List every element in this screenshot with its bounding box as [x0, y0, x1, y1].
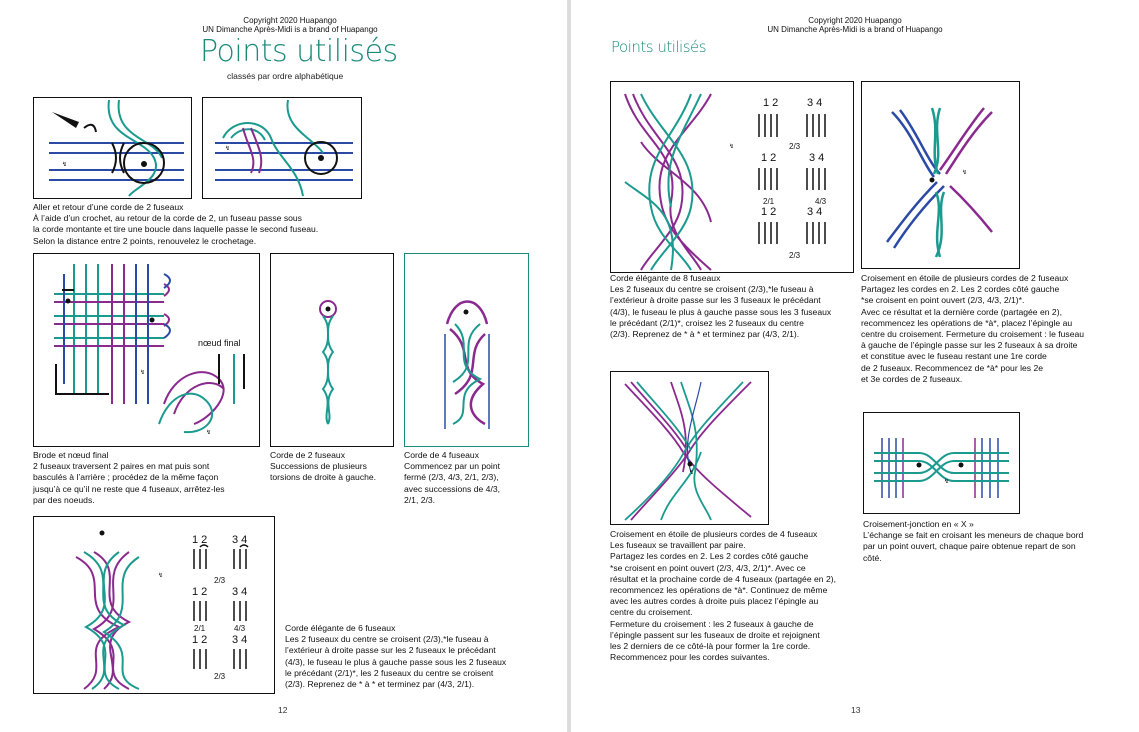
caption-etoile-4-line: avec les autres cordes à droite puis placez l’épingle au: [610, 596, 819, 607]
diagram-etoile-2: [861, 81, 1020, 269]
caption-corde-8-heading: Corde élégante de 8 fuseaux: [610, 273, 721, 283]
caption-etoile-2-line: centre du croisement. Fermeture du croisement : le fuseau: [861, 329, 1085, 340]
copyright-header-right: [725, 16, 985, 34]
caption-corde-8: [610, 273, 855, 340]
caption-corde-6-line: (2/3). Reprenez de * à * et terminez par (4/3, 2/1).: [285, 679, 475, 690]
c6-num-top-right: 3 4: [232, 534, 248, 546]
c8-num-bot-left: 1 2: [761, 206, 777, 218]
copyright-line1: Copyright 2020 Huapango: [243, 16, 337, 25]
page-number-right: 13: [851, 705, 861, 715]
caption-etoile-4-heading: Croisement en étoile de plusieurs cordes de 4 fuseaux: [610, 529, 818, 539]
diagram-etoile-4: [610, 371, 769, 525]
caption-corde-8-line: l’extérieur à droite passe sur les 3 fuseaux le précédant: [610, 295, 821, 306]
c6-mark-3: 2/3: [214, 672, 226, 681]
c8-num-mid-left: 1 2: [761, 152, 777, 164]
caption-jonction-heading: Croisement-jonction en « X »: [863, 519, 974, 529]
caption-corde-4: [404, 450, 534, 506]
c8-mark-3: 2/3: [789, 251, 801, 260]
caption-jonction: [863, 519, 1128, 564]
caption-etoile-4-line: recommencez les opérations de *à*. Continuez de même: [610, 585, 828, 596]
caption-corde-2-heading: Corde de 2 fuseaux: [270, 450, 346, 460]
caption-etoile-4: [610, 529, 860, 663]
caption-etoile-4-line: les 2 derniers de ce côté-là pour former la 1re corde.: [610, 641, 811, 652]
c8-mark-2-left: 2/1: [763, 197, 775, 206]
copyright-line2: UN Dimanche Après-Midi is a brand of Huapango: [767, 25, 943, 34]
caption-corde-6: [285, 623, 555, 690]
caption-corde-8-line: (4/3), le fuseau le plus à gauche passe sous les 3 fuseaux: [610, 306, 832, 317]
caption-corde-2: [270, 450, 400, 484]
c6-num-mid-left: 1 2: [192, 586, 208, 598]
diagram-aller-retour-2: [202, 97, 362, 199]
caption-corde-8-line: Les 2 fuseaux du centre se croisent (2/3),*le fuseau à: [610, 284, 814, 295]
caption-aller-retour-line: la corde montante et tire une boucle dans laquelle passe le second fuseau.: [33, 224, 319, 235]
caption-corde-6-line: Les 2 fuseaux du centre se croisent (2/3),*le fuseau à: [285, 634, 489, 645]
caption-brode-line: par des noeuds.: [33, 494, 95, 505]
caption-etoile-2-line: de 2 fuseaux. Recommencez de *à* pour les 2e: [861, 362, 1044, 373]
caption-corde-4-line: 2/1, 2/3.: [404, 494, 436, 505]
caption-etoile-2-line: Partagez les cordes en 2. Les 2 cordes côté gauche: [861, 284, 1060, 295]
svg-text:↯: ↯: [62, 162, 68, 168]
caption-etoile-2-line: Avec ce résultat et la dernière corde (partagée en 2),: [861, 306, 1062, 317]
caption-etoile-4-line: Recommencez pour les cordes suivantes.: [610, 652, 770, 663]
caption-brode-line: basculés à l’arrière ; procédez de la même façon: [33, 472, 219, 483]
diagram-corde-4: [404, 253, 529, 447]
caption-etoile-4-line: Fermeture du croisement : les 2 fuseaux à gauche de: [610, 618, 814, 629]
caption-etoile-2-line: et 3e cordes de 2 fuseaux.: [861, 373, 963, 384]
caption-corde-8-line: (2/3). Reprenez de * à * et terminez par (4/3, 2/1).: [610, 329, 800, 340]
diagram-corde-6: [33, 516, 275, 694]
c8-num-top-right: 3 4: [807, 97, 823, 109]
c6-mark-1: 2/3: [214, 576, 226, 585]
caption-etoile-4-line: centre du croisement.: [610, 607, 693, 618]
caption-etoile-2-line: recommencez les opérations de *à*, placez l’épingle au: [861, 317, 1073, 328]
copyright-line2: UN Dimanche Après-Midi is a brand of Huapango: [202, 25, 378, 34]
caption-etoile-2-line: à gauche de l’épingle passe sur les 2 fuseaux à sa droite: [861, 340, 1078, 351]
caption-aller-retour-line: Selon la distance entre 2 points, renouvelez le crochetage.: [33, 235, 257, 246]
caption-etoile-2-line: et constitue avec le fuseau restant une 1re corde: [861, 351, 1047, 362]
page-title-right: Points utilisés: [611, 38, 707, 56]
caption-brode-line: jusqu’à ce qu’il ne reste que 4 fuseaux, arrêtez-les: [33, 483, 225, 494]
copyright-line1: Copyright 2020 Huapango: [808, 16, 902, 25]
caption-aller-retour-line: À l’aide d’un crochet, au retour de la corde de 2, un fuseau passe sous: [33, 213, 302, 224]
page-title: Points utilisés: [200, 34, 398, 69]
c6-num-bot-left: 1 2: [192, 634, 208, 646]
right-page: [571, 0, 1139, 732]
caption-brode-line: 2 fuseaux traversent 2 paires en mat puis sont: [33, 461, 210, 472]
caption-corde-2-line: torsions de droite à gauche.: [270, 472, 377, 483]
caption-brode: [33, 450, 263, 506]
c6-num-mid-right: 3 4: [232, 586, 248, 598]
svg-text:↯: ↯: [729, 144, 735, 150]
brode-diagram-label: nœud final: [198, 338, 241, 348]
caption-etoile-4-line: *se croisent en point ouvert (2/3, 4/3, 2/1)*. Avec ce: [610, 562, 806, 573]
svg-text:↯: ↯: [158, 573, 164, 579]
caption-aller-retour: [33, 202, 373, 247]
caption-corde-4-heading: Corde de 4 fuseaux: [404, 450, 480, 460]
svg-text:↯: ↯: [689, 470, 695, 476]
diagram-corde-8: [610, 81, 854, 273]
c6-mark-2-right: 4/3: [234, 624, 246, 633]
caption-jonction-line: côté.: [863, 552, 882, 563]
caption-corde-2-line: Successions de plusieurs: [270, 461, 367, 472]
left-page: [0, 0, 567, 732]
diagram-corde-2: [270, 253, 394, 447]
c6-mark-2-left: 2/1: [194, 624, 206, 633]
caption-etoile-4-line: Les fuseaux se travaillent par paire.: [610, 540, 746, 551]
caption-etoile-2-heading: Croisement en étoile de plusieurs cordes de 2 fuseaux: [861, 273, 1069, 283]
svg-text:↯: ↯: [140, 370, 146, 376]
caption-jonction-line: par un point ouvert, chaque paire obtenue repart de son: [863, 541, 1076, 552]
caption-etoile-2-line: *se croisent en point ouvert (2/3, 4/3, 2/1)*.: [861, 295, 1025, 306]
caption-corde-4-line: Commencez par un point: [404, 461, 501, 472]
caption-etoile-4-line: Partagez les cordes en 2. Les 2 cordes côté gauche: [610, 551, 809, 562]
c8-mark-2-right: 4/3: [815, 197, 827, 206]
diagram-aller-retour-1: [33, 97, 192, 199]
caption-corde-4-line: avec successions de 4/3,: [404, 483, 501, 494]
c8-num-mid-right: 3 4: [809, 152, 825, 164]
svg-text:↯: ↯: [206, 430, 212, 436]
caption-brode-heading: Brode et nœud final: [33, 450, 109, 460]
svg-text:↯: ↯: [962, 170, 968, 176]
caption-corde-6-line: l’extérieur à droite passe sur les 2 fuseaux le précédant: [285, 645, 496, 656]
c8-num-top-left: 1 2: [763, 97, 779, 109]
c8-mark-1: 2/3: [789, 142, 801, 151]
c8-num-bot-right: 3 4: [807, 206, 823, 218]
caption-corde-6-line: le précédant (2/1)*, les 2 fuseaux du centre se croisent: [285, 667, 494, 678]
svg-text:↯: ↯: [944, 479, 950, 485]
svg-text:↯: ↯: [225, 146, 231, 152]
caption-corde-4-line: fermé (2/3, 4/3, 2/1, 2/3),: [404, 472, 499, 483]
c6-num-top-left: 1 2: [192, 534, 208, 546]
caption-corde-8-line: le précédant (2/1)*, croisez les 2 fuseaux du centre: [610, 317, 804, 328]
caption-corde-6-line: (4/3), le fuseau le plus à gauche passe sous les 2 fuseaux: [285, 656, 507, 667]
page-subtitle: classés par ordre alphabétique: [227, 71, 344, 81]
caption-etoile-4-line: résultat et la prochaine corde de 4 fuseaux (partagée en 2),: [610, 573, 836, 584]
diagram-brode: [33, 253, 260, 447]
copyright-header: [160, 16, 420, 34]
caption-etoile-4-line: l’épingle passent sur les fuseaux de droite et rejoignent: [610, 629, 820, 640]
caption-aller-retour-heading: Aller et retour d’une corde de 2 fuseaux: [33, 202, 184, 212]
diagram-jonction: [863, 412, 1020, 514]
caption-jonction-line: L’échange se fait en croisant les meneurs de chaque bord: [863, 530, 1084, 541]
c6-num-bot-right: 3 4: [232, 634, 248, 646]
caption-etoile-2: [861, 273, 1126, 385]
caption-corde-6-heading: Corde élégante de 6 fuseaux: [285, 623, 396, 633]
page-number-left: 12: [278, 705, 288, 715]
